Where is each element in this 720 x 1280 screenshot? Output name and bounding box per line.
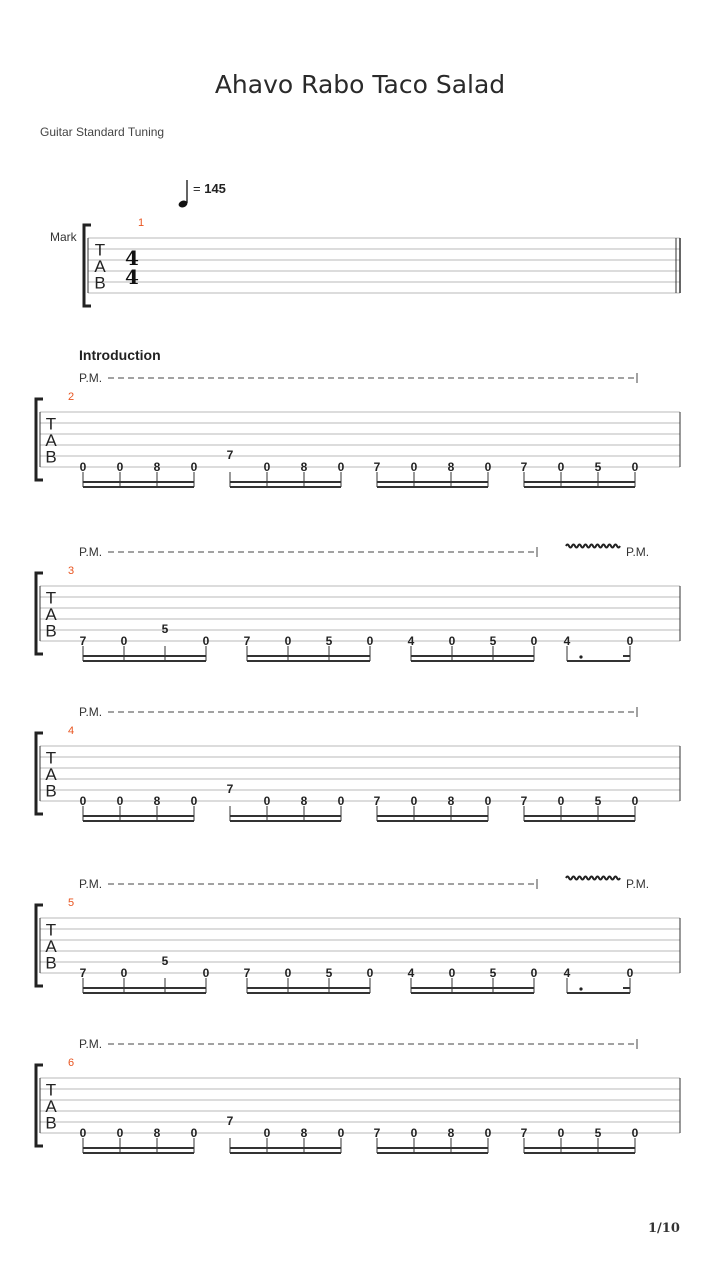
fret-number: 8 xyxy=(300,460,308,474)
palm-mute-label: P.M. xyxy=(79,877,103,891)
fret-number: 0 xyxy=(202,966,210,980)
tab-letter-b: B xyxy=(94,273,106,293)
fret-number: 0 xyxy=(631,794,639,808)
tab-letter-a: A xyxy=(45,765,57,784)
time-signature-bottom: 4 xyxy=(125,265,139,289)
measure-number: 1 xyxy=(138,217,145,229)
fret-number: 8 xyxy=(153,1126,161,1140)
fret-number: 8 xyxy=(447,1126,455,1140)
measure-number: 2 xyxy=(68,391,75,403)
fret-number: 0 xyxy=(631,460,639,474)
fret-number: 0 xyxy=(120,966,128,980)
tab-letter-t: T xyxy=(45,748,57,768)
palm-mute-label: P.M. xyxy=(79,705,103,719)
measure-number: 5 xyxy=(68,897,75,909)
tempo-value: 145 xyxy=(204,181,226,196)
tab-letter-t: T xyxy=(45,920,57,940)
fret-number: 7 xyxy=(373,460,381,474)
dotted-note-dot xyxy=(579,655,582,658)
fret-number: 0 xyxy=(263,794,271,808)
tab-letter-t: T xyxy=(94,240,106,260)
measure-number: 3 xyxy=(68,565,75,577)
fret-number: 0 xyxy=(284,966,292,980)
section-marker: Introduction xyxy=(79,347,161,363)
measure-number: 4 xyxy=(68,725,75,737)
fret-number: 8 xyxy=(153,460,161,474)
palm-mute-label: P.M. xyxy=(626,545,650,559)
fret-number: 4 xyxy=(563,634,571,648)
fret-number: 0 xyxy=(448,634,456,648)
fret-number: 0 xyxy=(79,460,87,474)
tab-letter-b: B xyxy=(45,621,57,641)
tab-letter-a: A xyxy=(94,257,106,276)
palm-mute-label: P.M. xyxy=(79,1037,103,1051)
fret-number: 0 xyxy=(410,794,418,808)
fret-number: 7 xyxy=(79,634,87,648)
tab-letter-a: A xyxy=(45,431,57,450)
vibrato-icon xyxy=(566,545,620,548)
fret-number: 5 xyxy=(325,634,333,648)
fret-number: 4 xyxy=(407,966,415,980)
time-signature-top: 4 xyxy=(125,246,139,270)
fret-number: 0 xyxy=(190,1126,198,1140)
page-number: 1/10 xyxy=(648,1221,680,1236)
tab-letter-b: B xyxy=(45,781,57,801)
fret-number: 5 xyxy=(489,966,497,980)
dotted-note-dot xyxy=(579,987,582,990)
fret-number: 0 xyxy=(631,1126,639,1140)
measure-number: 6 xyxy=(68,1057,75,1069)
fret-number: 7 xyxy=(226,782,234,796)
fret-number: 7 xyxy=(373,1126,381,1140)
tab-letter-a: A xyxy=(45,937,57,956)
fret-number: 7 xyxy=(226,1114,234,1128)
fret-number: 0 xyxy=(448,966,456,980)
fret-number: 0 xyxy=(410,460,418,474)
fret-number: 0 xyxy=(337,460,345,474)
fret-number: 0 xyxy=(337,1126,345,1140)
fret-number: 0 xyxy=(557,794,565,808)
fret-number: 8 xyxy=(447,460,455,474)
fret-number: 7 xyxy=(373,794,381,808)
tab-letter-t: T xyxy=(45,1080,57,1100)
fret-number: 0 xyxy=(116,794,124,808)
fret-number: 0 xyxy=(263,1126,271,1140)
fret-number: 0 xyxy=(410,1126,418,1140)
fret-number: 4 xyxy=(407,634,415,648)
tab-letter-t: T xyxy=(45,414,57,434)
fret-number: 7 xyxy=(243,966,251,980)
fret-number: 0 xyxy=(116,1126,124,1140)
fret-number: 0 xyxy=(190,460,198,474)
fret-number: 0 xyxy=(116,460,124,474)
fret-number: 0 xyxy=(79,1126,87,1140)
tab-letter-b: B xyxy=(45,447,57,467)
fret-number: 0 xyxy=(557,460,565,474)
fret-number: 0 xyxy=(202,634,210,648)
fret-number: 5 xyxy=(594,460,602,474)
fret-number: 0 xyxy=(284,634,292,648)
fret-number: 0 xyxy=(484,1126,492,1140)
fret-number: 7 xyxy=(243,634,251,648)
fret-number: 8 xyxy=(300,1126,308,1140)
fret-number: 5 xyxy=(594,1126,602,1140)
fret-number: 7 xyxy=(520,460,528,474)
fret-number: 0 xyxy=(530,634,538,648)
fret-number: 5 xyxy=(594,794,602,808)
tab-letter-t: T xyxy=(45,588,57,608)
palm-mute-label: P.M. xyxy=(79,545,103,559)
fret-number: 7 xyxy=(79,966,87,980)
tab-letter-a: A xyxy=(45,1097,57,1116)
fret-number: 5 xyxy=(161,954,169,968)
tab-letter-b: B xyxy=(45,1113,57,1133)
fret-number: 0 xyxy=(626,634,634,648)
tuning-label: Guitar Standard Tuning xyxy=(40,125,165,139)
tab-letter-b: B xyxy=(45,953,57,973)
fret-number: 0 xyxy=(263,460,271,474)
fret-number: 0 xyxy=(366,966,374,980)
fret-number: 0 xyxy=(79,794,87,808)
fret-number: 8 xyxy=(447,794,455,808)
tab-letter-a: A xyxy=(45,605,57,624)
fret-number: 8 xyxy=(153,794,161,808)
fret-number: 5 xyxy=(489,634,497,648)
fret-number: 7 xyxy=(520,794,528,808)
fret-number: 8 xyxy=(300,794,308,808)
track-label: Mark xyxy=(50,230,77,244)
song-title: Ahavo Rabo Taco Salad xyxy=(214,70,506,99)
tempo-equals: = xyxy=(193,181,201,196)
fret-number: 5 xyxy=(161,622,169,636)
fret-number: 0 xyxy=(190,794,198,808)
fret-number: 0 xyxy=(120,634,128,648)
fret-number: 0 xyxy=(366,634,374,648)
fret-number: 0 xyxy=(337,794,345,808)
fret-number: 0 xyxy=(626,966,634,980)
fret-number: 7 xyxy=(520,1126,528,1140)
fret-number: 0 xyxy=(557,1126,565,1140)
fret-number: 0 xyxy=(484,794,492,808)
palm-mute-label: P.M. xyxy=(626,877,650,891)
fret-number: 7 xyxy=(226,448,234,462)
vibrato-icon xyxy=(566,877,620,880)
fret-number: 0 xyxy=(530,966,538,980)
fret-number: 0 xyxy=(484,460,492,474)
fret-number: 5 xyxy=(325,966,333,980)
palm-mute-label: P.M. xyxy=(79,371,103,385)
fret-number: 4 xyxy=(563,966,571,980)
